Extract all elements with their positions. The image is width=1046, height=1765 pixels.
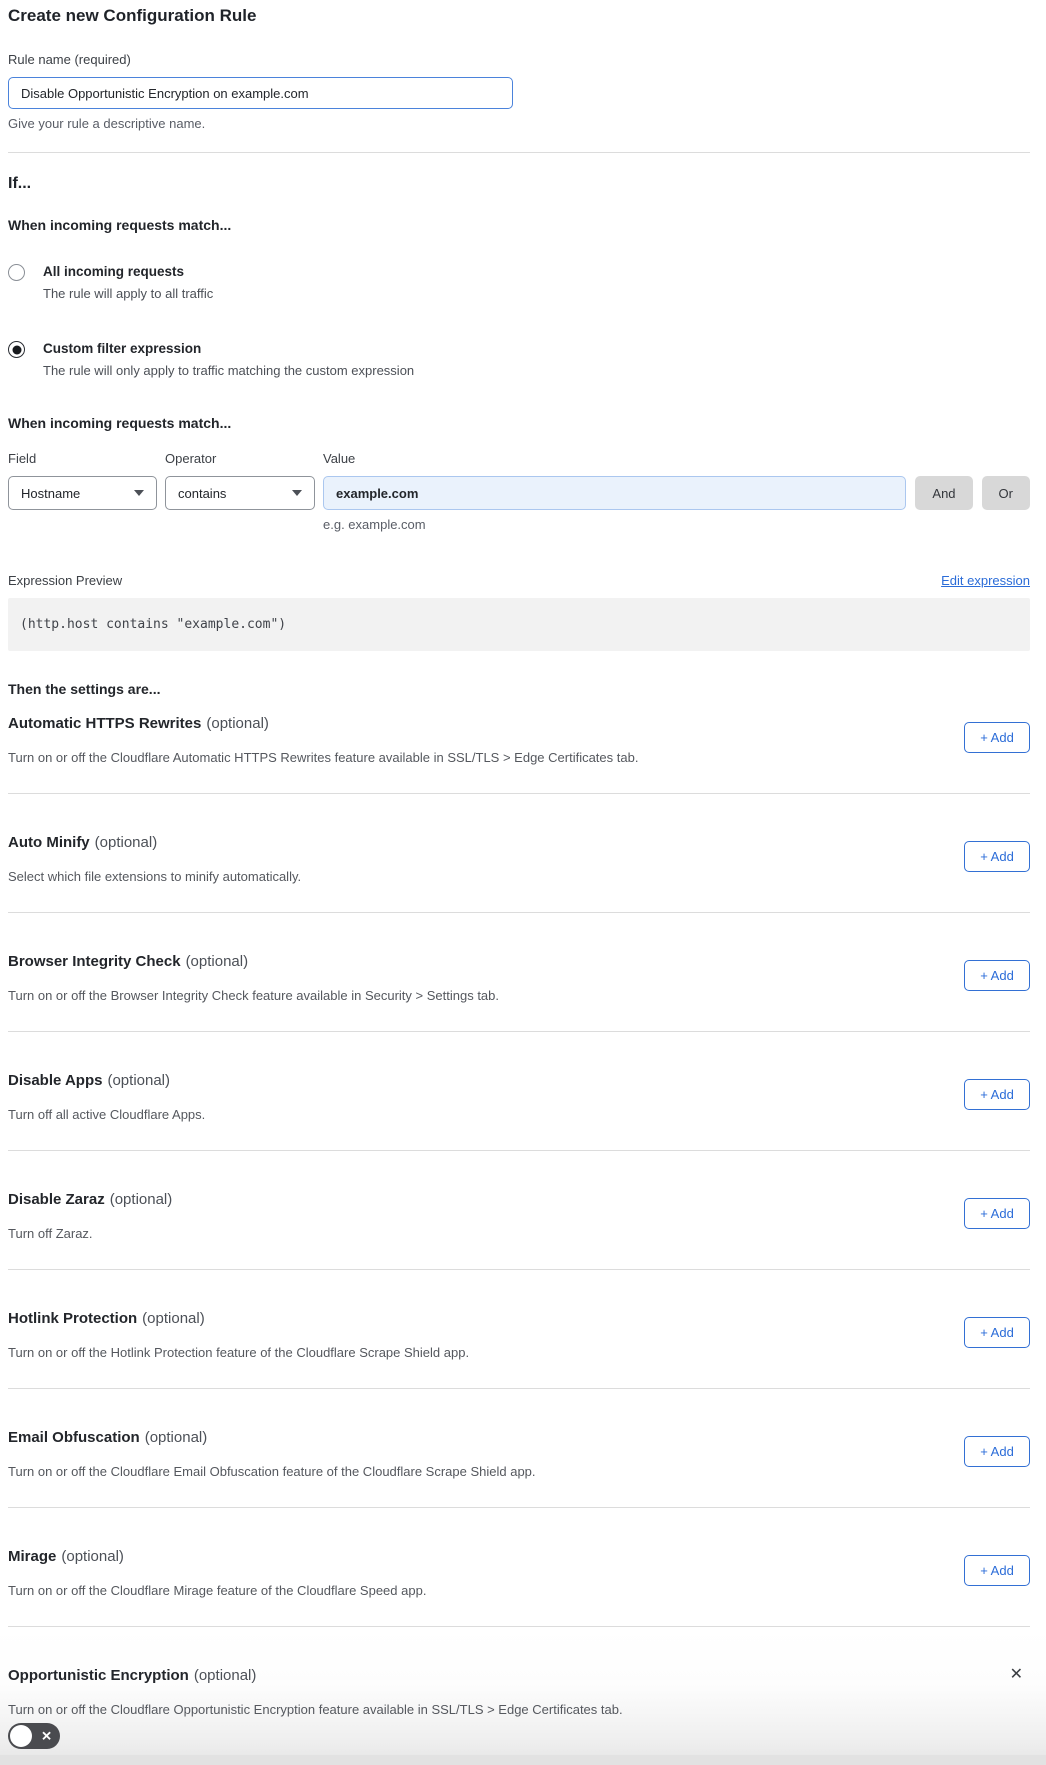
add-button[interactable]: + Add xyxy=(964,1079,1030,1110)
then-settings-heading: Then the settings are... xyxy=(8,681,161,697)
radio-selected-icon[interactable] xyxy=(8,341,25,358)
optional-suffix: (optional) xyxy=(144,1429,208,1446)
setting-description: Turn on or off the Browser Integrity Check feature available in Security > Settings tab. xyxy=(8,988,500,1003)
if-heading: If... xyxy=(8,175,32,192)
setting-description: Turn on or off the Hotlink Protection feature of the Cloudflare Scrape Shield app. xyxy=(8,1345,470,1360)
setting-title-text: Auto Minify xyxy=(8,834,90,851)
radio-label: Custom filter expression xyxy=(43,341,202,356)
setting-auto-minify xyxy=(8,794,1030,913)
toggle-off-x-icon: ✕ xyxy=(41,1728,52,1744)
value-input[interactable] xyxy=(323,476,906,510)
setting-automatic-https-rewrites xyxy=(8,697,1030,794)
setting-title xyxy=(8,715,638,733)
optional-suffix: (optional) xyxy=(185,953,249,970)
radio-description: The rule will apply to all traffic xyxy=(43,286,214,301)
field-select-value: Hostname xyxy=(21,485,81,501)
operator-select[interactable] xyxy=(165,476,315,510)
setting-disable-apps xyxy=(8,1032,1030,1151)
setting-title-text: Disable Zaraz xyxy=(8,1191,105,1208)
section-divider xyxy=(8,152,1030,153)
or-button[interactable]: Or xyxy=(982,476,1030,510)
setting-title xyxy=(8,953,499,971)
radio-description: The rule will only apply to traffic matching the custom expression xyxy=(43,363,415,378)
setting-browser-integrity-check xyxy=(8,913,1030,1032)
expression-builder-heading: When incoming requests match... xyxy=(8,415,232,431)
expression-builder-labels xyxy=(8,451,1030,466)
radio-custom-filter-expression[interactable] xyxy=(8,341,1030,378)
setting-title xyxy=(8,1667,256,1685)
setting-opportunistic-encryption xyxy=(0,1627,1046,1755)
radio-label: All incoming requests xyxy=(43,264,185,279)
optional-suffix: (optional) xyxy=(61,1548,124,1565)
field-select[interactable] xyxy=(8,476,157,510)
setting-title xyxy=(8,1548,426,1566)
optional-suffix: (optional) xyxy=(94,834,158,851)
setting-description: Turn on or off the Cloudflare Email Obfuscation feature of the Cloudflare Scrape Shield app. xyxy=(8,1464,536,1479)
optional-suffix: (optional) xyxy=(109,1191,173,1208)
expression-builder-row xyxy=(8,476,1030,532)
setting-title-text: Disable Apps xyxy=(8,1072,103,1089)
rule-name-help: Give your rule a descriptive name. xyxy=(8,116,206,131)
setting-description: Turn on or off the Cloudflare Mirage feature of the Cloudflare Speed app. xyxy=(8,1583,427,1598)
setting-title-text: Hotlink Protection xyxy=(8,1310,138,1327)
setting-title-text: Browser Integrity Check xyxy=(8,953,181,970)
add-button[interactable]: + Add xyxy=(964,1317,1030,1348)
page-title: Create new Configuration Rule xyxy=(8,6,257,25)
operator-label: Operator xyxy=(165,451,217,466)
radio-all-incoming-requests[interactable] xyxy=(8,264,1030,301)
optional-suffix: (optional) xyxy=(107,1072,171,1089)
rule-name-input[interactable] xyxy=(8,77,513,109)
setting-title xyxy=(8,1310,469,1328)
setting-title-text: Opportunistic Encryption xyxy=(8,1667,189,1684)
optional-suffix: (optional) xyxy=(193,1667,257,1684)
setting-email-obfuscation xyxy=(8,1389,1030,1508)
and-button[interactable]: And xyxy=(915,476,972,510)
setting-title-text: Mirage xyxy=(8,1548,57,1565)
setting-description: Turn off all active Cloudflare Apps. xyxy=(8,1107,206,1122)
section-bottom-edge xyxy=(0,1755,1046,1765)
expression-preview-label: Expression Preview xyxy=(8,573,123,588)
setting-title xyxy=(8,1429,536,1447)
close-icon[interactable]: ✕ xyxy=(1009,1666,1023,1683)
setting-title-text: Automatic HTTPS Rewrites xyxy=(8,715,202,732)
match-heading: When incoming requests match... xyxy=(8,217,232,233)
radio-unselected-icon[interactable] xyxy=(8,264,25,281)
add-button[interactable]: + Add xyxy=(964,841,1030,872)
setting-description: Turn on or off the Cloudflare Automatic HTTPS Rewrites feature available in SSL/TLS > Edge Certificates tab. xyxy=(8,750,639,765)
edit-expression-link[interactable]: Edit expression xyxy=(941,573,1030,588)
setting-hotlink-protection xyxy=(8,1270,1030,1389)
expression-preview-code: (http.host contains "example.com") xyxy=(8,598,1030,651)
rule-name-label: Rule name (required) xyxy=(8,52,131,67)
add-button[interactable]: + Add xyxy=(964,1555,1030,1586)
setting-mirage xyxy=(8,1508,1030,1627)
toggle-knob xyxy=(10,1725,32,1747)
value-hint: e.g. example.com xyxy=(323,517,426,532)
add-button[interactable]: + Add xyxy=(964,960,1030,991)
setting-title-text: Email Obfuscation xyxy=(8,1429,140,1446)
value-label: Value xyxy=(323,451,356,466)
setting-title xyxy=(8,1072,205,1090)
setting-title xyxy=(8,1191,172,1209)
optional-suffix: (optional) xyxy=(206,715,269,732)
add-button[interactable]: + Add xyxy=(964,1436,1030,1467)
opportunistic-encryption-toggle[interactable] xyxy=(8,1723,60,1749)
add-button[interactable]: + Add xyxy=(964,1198,1030,1229)
field-label: Field xyxy=(8,451,37,466)
setting-description: Turn off Zaraz. xyxy=(8,1226,93,1241)
operator-select-value: contains xyxy=(178,485,227,501)
setting-description: Select which file extensions to minify automatically. xyxy=(8,869,302,884)
setting-description: Turn on or off the Cloudflare Opportunistic Encryption feature available in SSL/TLS > Edge Certificates tab. xyxy=(8,1702,623,1717)
setting-disable-zaraz xyxy=(8,1151,1030,1270)
setting-title xyxy=(8,834,301,852)
optional-suffix: (optional) xyxy=(142,1310,205,1327)
chevron-down-icon xyxy=(292,490,302,496)
add-button[interactable]: + Add xyxy=(964,722,1030,753)
chevron-down-icon xyxy=(134,490,144,496)
